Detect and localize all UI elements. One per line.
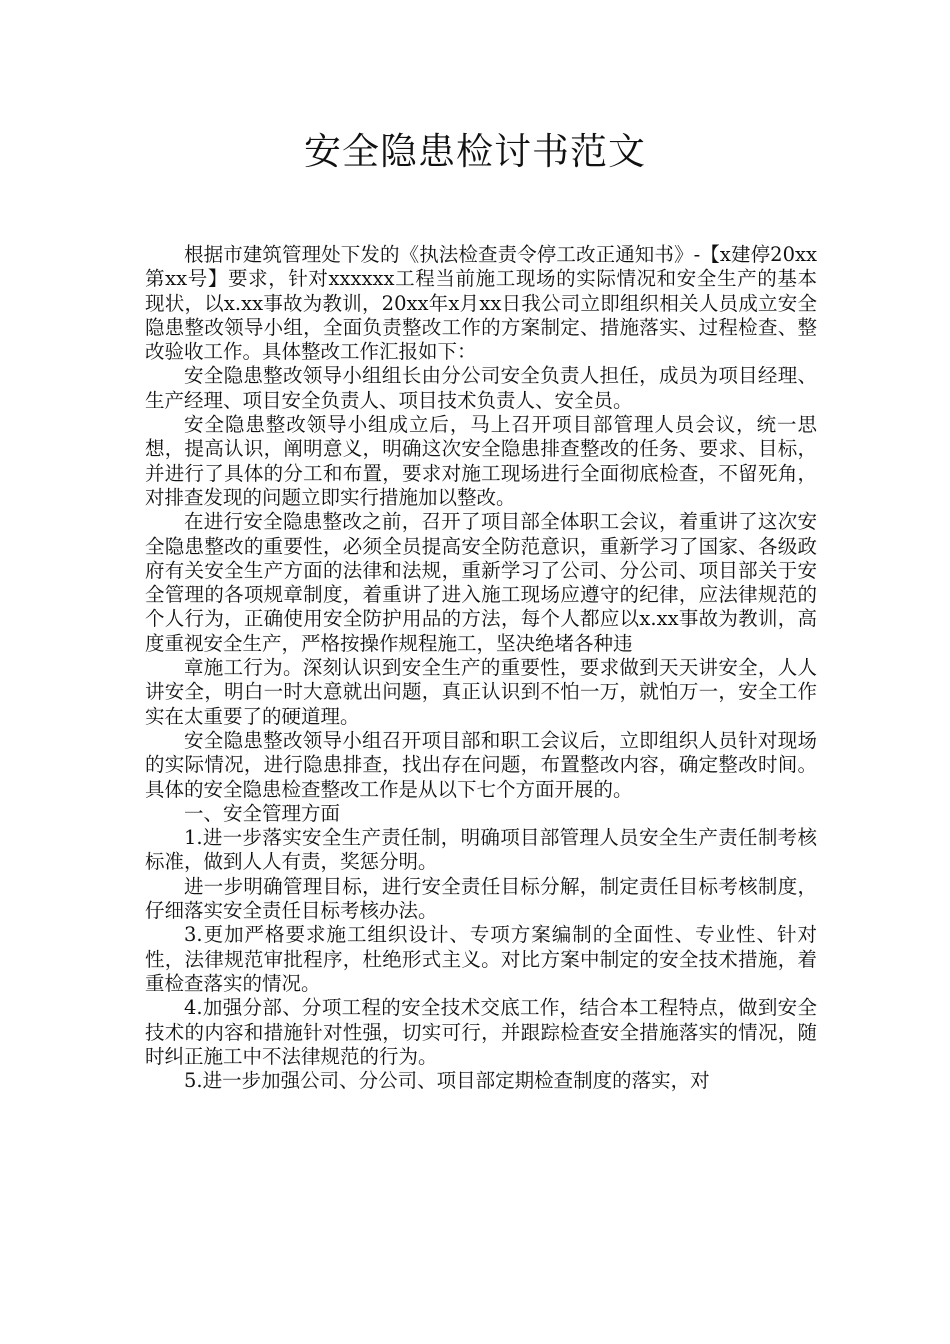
list-item-1: 1.进一步落实安全生产责任制，明确项目部管理人员安全生产责任制考核标准，做到人人有责，奖惩分明。 [145, 826, 817, 874]
paragraph-continuation: 章施工行为。深刻认识到安全生产的重要性，要求做到天天讲安全，人人讲安全，明白一时大意就出问题，真正认识到不怕一万，就怕万一，安全工作实在太重要了的硬道理。 [145, 656, 817, 728]
paragraph-leadership-group: 安全隐患整改领导小组组长由分公司安全负责人担任，成员为项目经理、生产经理、项目安全负责人、项目技术负责人、安全员。 [145, 364, 817, 412]
section-heading-safety-management: 一、安全管理方面 [184, 801, 341, 825]
list-item-3: 3.更加严格要求施工组织设计、专项方案编制的全面性、专业性、针对性，法律规范审批程序，杜绝形式主义。对比方案中制定的安全技术措施，着重检查落实的情况。 [145, 923, 817, 995]
list-item-2: 进一步明确管理目标，进行安全责任目标分解，制定责任目标考核制度，仔细落实安全责任目标考核办法。 [145, 874, 817, 923]
paragraph-intro: 根据市建筑管理处下发的《执法检查责令停工改正通知书》-【x建停20xx第xx号】要求，针对xxxxxx工程当前施工现场的实际情况和安全生产的基本现状，以x.xx事故为教训，20xx年x月xx日我公司立即组织相关人员成立安全隐患整改领导小组，全面负责整改工作的方案制定、措施落实、过程检查、整改验收工作。具体整改工作汇报如下： [145, 243, 817, 364]
list-item-5: 5.进一步加强公司、分公司、项目部定期检查制度的落实，对 [184, 1069, 710, 1093]
list-item-4: 4.加强分部、分项工程的安全技术交底工作，结合本工程特点，做到安全技术的内容和措施针对性强，切实可行，并跟踪检查安全措施落实的情况，随时纠正施工中不法律规范的行为。 [145, 996, 817, 1068]
paragraph-hazard-inspection: 安全隐患整改领导小组召开项目部和职工会议后，立即组织人员针对现场的实际情况，进行隐患排查，找出存在问题，布置整改内容，确定整改时间。具体的安全隐患检查整改工作是从以下七个方面开展的。 [145, 728, 817, 801]
document-body [145, 243, 817, 1093]
paragraph-meeting: 安全隐患整改领导小组成立后，马上召开项目部管理人员会议，统一思想，提高认识，阐明意义，明确这次安全隐患排查整改的任务、要求、目标，并进行了具体的分工和布置，要求对施工现场进行全面彻底检查，不留死角，对排查发现的问题立即实行措施加以整改。 [145, 413, 817, 509]
paragraph-staff-meeting: 在进行安全隐患整改之前，召开了项目部全体职工会议，着重讲了这次安全隐患整改的重要性，必须全员提高安全防范意识，重新学习了国家、各级政府有关安全生产方面的法律和法规，重新学习了公司、分公司、项目部关于安全管理的各项规章制度，着重讲了进入施工现场应遵守的纪律，应法律规范的个人行为，正确使用安全防护用品的方法，每个人都应以x.xx事故为教训，高度重视安全生产，严格按操作规程施工，坚决绝堵各种违 [145, 510, 817, 655]
document-title: 安全隐患检讨书范文 [304, 130, 646, 173]
